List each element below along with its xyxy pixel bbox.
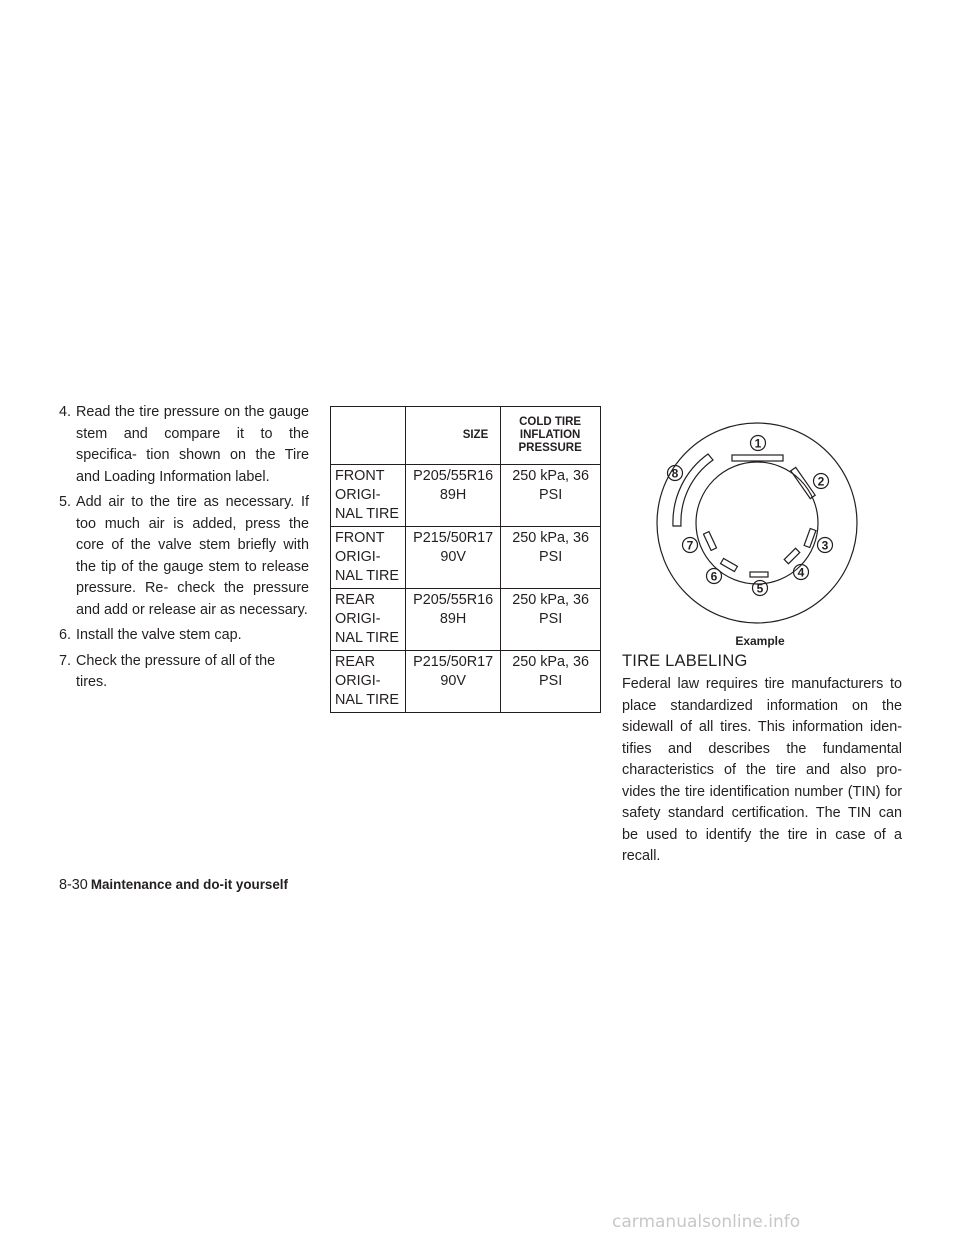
callout-5 bbox=[753, 581, 768, 596]
label-area-1 bbox=[732, 455, 783, 461]
procedure-steps bbox=[59, 402, 309, 698]
label-area-8 bbox=[673, 454, 713, 526]
step-number: 6. bbox=[59, 627, 72, 643]
page-number: 8-30 bbox=[59, 877, 88, 893]
step-text: Install the valve stem cap. bbox=[76, 627, 242, 643]
table-row bbox=[331, 527, 601, 589]
tire-pressure-cell: 250 kPa, 36 PSI bbox=[501, 527, 601, 589]
callout-number: 8 bbox=[671, 466, 679, 481]
callout-2 bbox=[814, 474, 829, 489]
table-row bbox=[331, 465, 601, 527]
watermark: carmanualsonline.info bbox=[612, 1212, 801, 1232]
position-header bbox=[331, 407, 406, 465]
tire-pressure-cell: 250 kPa, 36 PSI bbox=[501, 465, 601, 527]
pressure-header: COLD TIRE INFLATION PRESSURE bbox=[501, 407, 601, 465]
callout-number: 7 bbox=[686, 538, 694, 553]
callout-1 bbox=[751, 436, 766, 451]
tire-position-cell: FRONT ORIGI- NAL TIRE bbox=[331, 527, 406, 589]
tire-position-cell: FRONT ORIGI- NAL TIRE bbox=[331, 465, 406, 527]
callout-7 bbox=[683, 538, 698, 553]
section-paragraph: Federal law requires tire manufacturers to place standardized information on the sidewall of all tires. This information iden- tifies and describes the fundamental characteristics of the tire and also pro- vides the tire identification number (TIN) for safety standard certification. The TIN can be used to identify the tire in case of a recall. bbox=[622, 676, 902, 864]
callout-6 bbox=[707, 569, 722, 584]
section-heading: TIRE LABELING bbox=[622, 652, 748, 670]
tire-sidewall-diagram bbox=[654, 410, 859, 630]
tire-pressure-table bbox=[330, 406, 601, 713]
callout-4 bbox=[794, 565, 809, 580]
label-area-4 bbox=[784, 548, 800, 564]
step-text: Check the pressure of all of the tires. bbox=[76, 652, 276, 690]
callout-3 bbox=[818, 538, 833, 553]
callout-number: 3 bbox=[821, 538, 829, 553]
label-area-5 bbox=[750, 572, 768, 577]
tire-size-cell: P215/50R17 90V bbox=[406, 527, 501, 589]
label-area-6 bbox=[721, 558, 738, 571]
tire-size-cell: P205/55R16 89H bbox=[406, 589, 501, 651]
callout-number: 5 bbox=[756, 581, 764, 596]
callout-number: 2 bbox=[817, 474, 825, 489]
tire-position-cell: REAR ORIGI- NAL TIRE bbox=[331, 589, 406, 651]
table-row bbox=[331, 651, 601, 713]
tire-pressure-cell: 250 kPa, 36 PSI bbox=[501, 651, 601, 713]
tire-pressure-cell: 250 kPa, 36 PSI bbox=[501, 589, 601, 651]
step-number: 5. bbox=[59, 494, 72, 510]
step-number: 7. bbox=[59, 652, 72, 669]
tire-size-cell: P205/55R16 89H bbox=[406, 465, 501, 527]
page-footer bbox=[59, 876, 288, 893]
step-5 bbox=[59, 492, 309, 621]
step-6 bbox=[59, 625, 309, 647]
label-area-7 bbox=[703, 532, 716, 551]
footer-section-title: Maintenance and do-it yourself bbox=[90, 877, 288, 892]
size-header: SIZE bbox=[406, 407, 501, 465]
tire-size-cell: P215/50R17 90V bbox=[406, 651, 501, 713]
callout-number: 6 bbox=[710, 569, 718, 584]
table-row bbox=[331, 589, 601, 651]
step-7 bbox=[59, 651, 309, 694]
step-4 bbox=[59, 402, 309, 488]
callout-number: 1 bbox=[754, 436, 762, 451]
callout-number: 4 bbox=[797, 565, 805, 580]
step-text: Add air to the tire as necessary. If too much air is added, press the core of the valve stem briefly with the tip of the gauge stem to release pressure. Re- check the pressure and add or release air as necessary. bbox=[76, 494, 309, 618]
table-header-row bbox=[331, 407, 601, 465]
diagram-caption: Example bbox=[735, 634, 785, 648]
tire-position-cell: REAR ORIGI- NAL TIRE bbox=[331, 651, 406, 713]
step-number: 4. bbox=[59, 404, 72, 420]
step-text: Read the tire pressure on the gauge stem and compare it to the specifica- tion shown on the Tire and Loading Information label. bbox=[76, 404, 309, 485]
